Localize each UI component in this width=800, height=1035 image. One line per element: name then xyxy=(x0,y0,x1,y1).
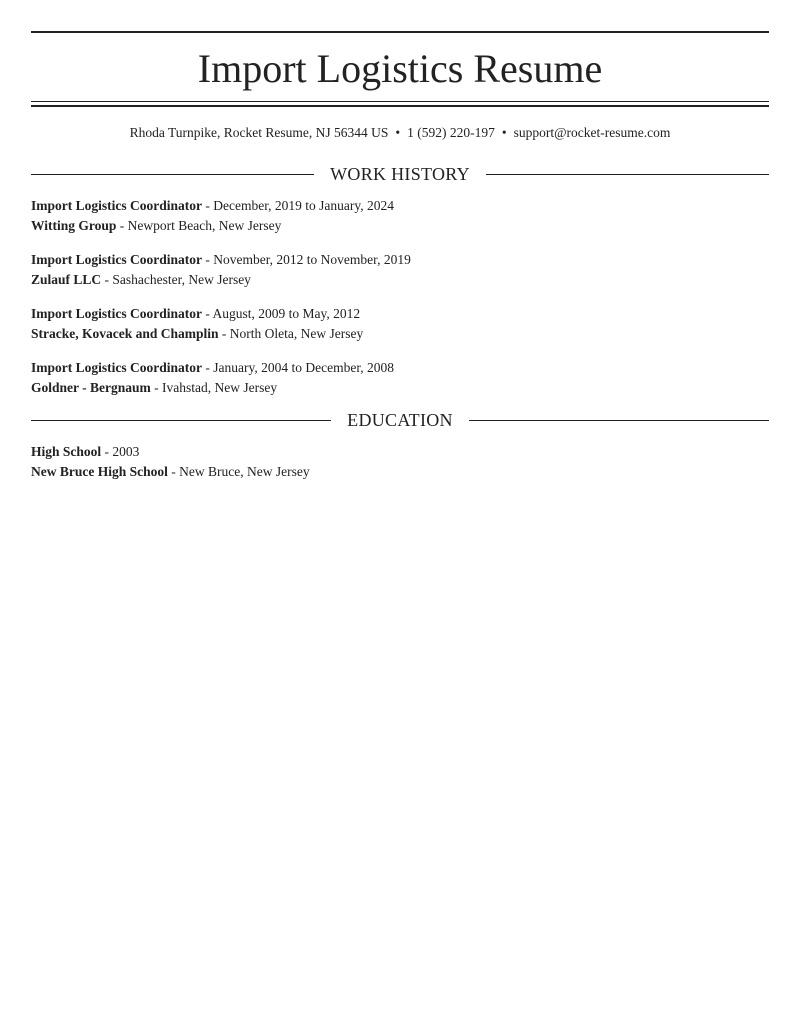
education-degree: High School xyxy=(31,444,102,459)
job-company: Stracke, Kovacek and Champlin xyxy=(31,325,219,341)
job-title: Import Logistics Coordinator xyxy=(31,360,202,375)
job-location: - Newport Beach, New Jersey xyxy=(116,217,282,233)
work-history-heading xyxy=(31,163,769,185)
section-rule-left xyxy=(31,174,314,175)
section-rule-right xyxy=(486,174,769,175)
education-entry xyxy=(31,442,769,481)
title-rule-thin xyxy=(31,101,769,102)
education-year: - 2003 xyxy=(101,444,140,459)
job-company: Zulauf LLC xyxy=(31,271,102,287)
job-entry xyxy=(31,196,769,235)
contact-line xyxy=(31,123,769,143)
job-entry xyxy=(31,250,769,289)
job-dates: - August, 2009 to May, 2012 xyxy=(202,306,361,321)
contact-separator: • xyxy=(501,125,507,140)
job-title: Import Logistics Coordinator xyxy=(31,198,202,213)
section-rule-right xyxy=(469,420,769,421)
job-entry xyxy=(31,358,769,397)
education-heading xyxy=(31,409,769,431)
education-school: New Bruce High School xyxy=(31,463,168,479)
top-rule xyxy=(31,31,769,33)
education-location: - New Bruce, New Jersey xyxy=(167,463,310,479)
job-location: - Sashachester, New Jersey xyxy=(101,271,251,287)
job-location: - Ivahstad, New Jersey xyxy=(150,379,278,395)
job-title: Import Logistics Coordinator xyxy=(31,252,202,267)
job-dates: - December, 2019 to January, 2024 xyxy=(202,198,395,213)
contact-phone: 1 (592) 220-197 xyxy=(407,125,495,140)
section-rule-left xyxy=(31,420,331,421)
job-title: Import Logistics Coordinator xyxy=(31,306,202,321)
contact-address: Rhoda Turnpike, Rocket Resume, NJ 56344 US xyxy=(129,125,389,140)
section-title: EDUCATION xyxy=(347,409,453,430)
job-company: Goldner - Bergnaum xyxy=(31,379,151,395)
contact-separator: • xyxy=(395,125,401,140)
contact-email: support@rocket-resume.com xyxy=(513,125,671,140)
job-company: Witting Group xyxy=(31,217,117,233)
job-dates: - January, 2004 to December, 2008 xyxy=(202,360,395,375)
title-rule-thick xyxy=(31,105,769,107)
page-title: Import Logistics Resume xyxy=(197,46,603,91)
job-entry xyxy=(31,304,769,343)
job-location: - North Oleta, New Jersey xyxy=(218,325,364,341)
section-title: WORK HISTORY xyxy=(330,163,470,184)
job-dates: - November, 2012 to November, 2019 xyxy=(202,252,411,267)
